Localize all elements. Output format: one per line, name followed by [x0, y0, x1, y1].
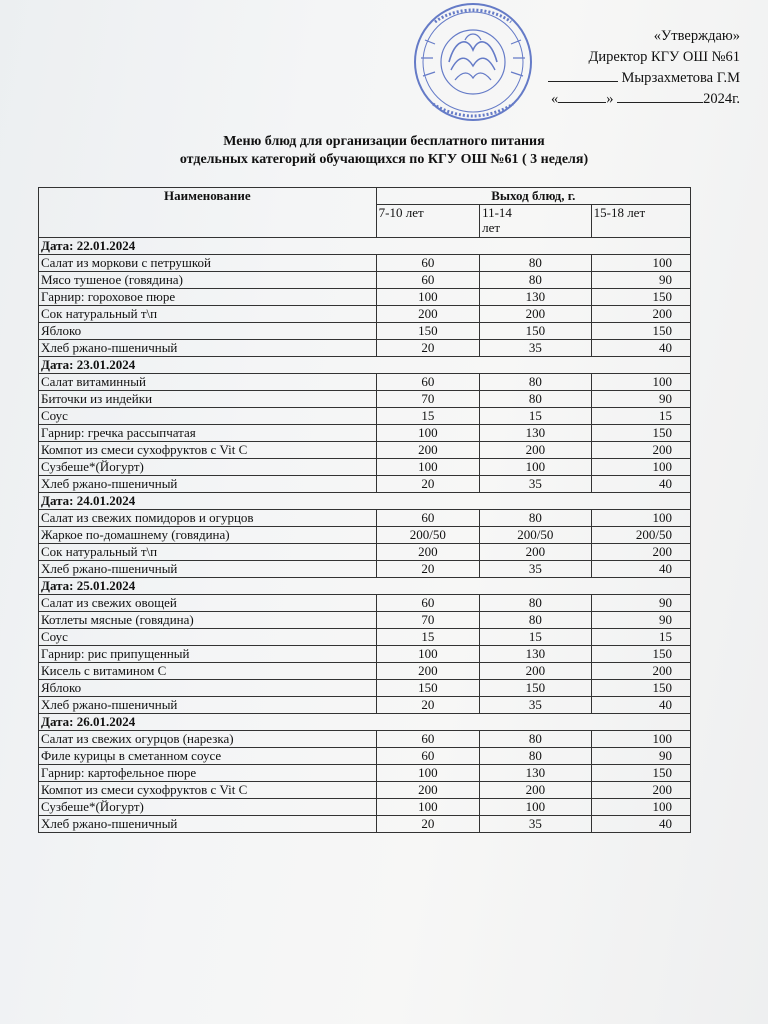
official-stamp	[405, 0, 555, 130]
column-header-output: Выход блюд, г.	[376, 188, 690, 205]
column-header-name: Наименование	[39, 188, 377, 238]
table-row	[39, 731, 691, 748]
portion-11-14: 15	[480, 629, 592, 646]
table-row	[39, 765, 691, 782]
date-row	[39, 357, 691, 374]
portion-15-18: 200	[591, 544, 690, 561]
dish-name: Мясо тушеное (говядина)	[39, 272, 377, 289]
portion-11-14: 130	[480, 646, 592, 663]
dish-name: Котлеты мясные (говядина)	[39, 612, 377, 629]
month-blank	[617, 102, 703, 103]
portion-7-10: 100	[376, 425, 479, 442]
table-row	[39, 289, 691, 306]
portion-7-10: 70	[376, 612, 479, 629]
dish-name: Филе курицы в сметанном соусе	[39, 748, 377, 765]
approval-year: 2024г.	[703, 91, 740, 107]
portion-15-18: 90	[591, 272, 690, 289]
age-header-15-18: 15-18 лет	[591, 205, 690, 238]
portion-15-18: 40	[591, 561, 690, 578]
age-header-7-10: 7-10 лет	[376, 205, 479, 238]
portion-15-18: 100	[591, 374, 690, 391]
dish-name: Хлеб ржано-пшеничный	[39, 816, 377, 833]
portion-7-10: 200	[376, 663, 479, 680]
table-row	[39, 527, 691, 544]
table-row	[39, 510, 691, 527]
portion-15-18: 150	[591, 680, 690, 697]
portion-15-18: 150	[591, 323, 690, 340]
portion-11-14: 100	[480, 799, 592, 816]
dish-name: Сок натуральный т\п	[39, 306, 377, 323]
portion-15-18: 15	[591, 629, 690, 646]
approval-director-signature-line	[548, 68, 740, 89]
portion-7-10: 15	[376, 629, 479, 646]
table-row	[39, 629, 691, 646]
portion-15-18: 150	[591, 289, 690, 306]
portion-15-18: 150	[591, 765, 690, 782]
title-line-1: Меню блюд для организации бесплатного питания	[223, 134, 545, 149]
portion-7-10: 100	[376, 799, 479, 816]
portion-15-18: 90	[591, 748, 690, 765]
portion-15-18: 40	[591, 340, 690, 357]
portion-7-10: 150	[376, 680, 479, 697]
approval-director-title: Директор КГУ ОШ №61	[588, 49, 740, 65]
portion-11-14: 15	[480, 408, 592, 425]
portion-7-10: 200	[376, 442, 479, 459]
table-row	[39, 748, 691, 765]
menu-table-body	[39, 238, 691, 833]
table-row	[39, 816, 691, 833]
table-row	[39, 442, 691, 459]
document-title	[0, 133, 768, 169]
portion-7-10: 100	[376, 459, 479, 476]
dish-name: Сузбеше*(Йогурт)	[39, 459, 377, 476]
table-row	[39, 272, 691, 289]
date-label: Дата: 24.01.2024	[39, 493, 691, 510]
portion-15-18: 100	[591, 459, 690, 476]
portion-7-10: 60	[376, 272, 479, 289]
date-label: Дата: 23.01.2024	[39, 357, 691, 374]
portion-11-14: 150	[480, 680, 592, 697]
table-row	[39, 374, 691, 391]
dish-name: Компот из смеси сухофруктов с Vit C	[39, 782, 377, 799]
portion-11-14: 80	[480, 731, 592, 748]
dish-name: Жаркое по-домашнему (говядина)	[39, 527, 377, 544]
table-row	[39, 425, 691, 442]
date-quote-open: «	[550, 91, 559, 107]
dish-name: Гарнир: картофельное пюре	[39, 765, 377, 782]
portion-15-18: 200	[591, 442, 690, 459]
portion-15-18: 40	[591, 697, 690, 714]
portion-15-18: 100	[591, 510, 690, 527]
portion-11-14: 200	[480, 544, 592, 561]
portion-11-14: 80	[480, 595, 592, 612]
dish-name: Яблоко	[39, 680, 377, 697]
portion-7-10: 60	[376, 374, 479, 391]
dish-name: Компот из смеси сухофруктов с Vit C	[39, 442, 377, 459]
portion-11-14: 130	[480, 765, 592, 782]
dish-name: Гарнир: рис припущенный	[39, 646, 377, 663]
portion-7-10: 60	[376, 595, 479, 612]
portion-15-18: 40	[591, 476, 690, 493]
portion-11-14: 100	[480, 459, 592, 476]
dish-name: Соус	[39, 629, 377, 646]
dish-name: Гарнир: гороховое пюре	[39, 289, 377, 306]
portion-11-14: 80	[480, 255, 592, 272]
portion-15-18: 90	[591, 595, 690, 612]
portion-7-10: 100	[376, 765, 479, 782]
age-header-11-14: 11-14 лет	[480, 205, 592, 238]
portion-7-10: 100	[376, 289, 479, 306]
portion-11-14: 200	[480, 306, 592, 323]
title-line-2: отдельных категорий обучающихся по КГУ ОШ №61 ( 3 неделя)	[179, 152, 589, 167]
portion-7-10: 20	[376, 561, 479, 578]
portion-15-18: 90	[591, 391, 690, 408]
table-row	[39, 646, 691, 663]
dish-name: Биточки из индейки	[39, 391, 377, 408]
portion-11-14: 35	[480, 816, 592, 833]
signature-blank	[548, 81, 618, 82]
approval-label: «Утверждаю»	[653, 28, 740, 44]
dish-name: Салат из моркови с петрушкой	[39, 255, 377, 272]
date-quote-close: »	[606, 91, 614, 107]
table-row	[39, 663, 691, 680]
table-row	[39, 561, 691, 578]
portion-7-10: 100	[376, 646, 479, 663]
date-row	[39, 578, 691, 595]
portion-7-10: 20	[376, 816, 479, 833]
date-row	[39, 238, 691, 255]
portion-7-10: 20	[376, 697, 479, 714]
portion-15-18: 100	[591, 255, 690, 272]
portion-11-14: 35	[480, 697, 592, 714]
dish-name: Салат из свежих овощей	[39, 595, 377, 612]
table-row	[39, 476, 691, 493]
table-header-row	[39, 188, 691, 205]
portion-7-10: 15	[376, 408, 479, 425]
portion-7-10: 200	[376, 544, 479, 561]
table-row	[39, 391, 691, 408]
table-row	[39, 340, 691, 357]
portion-7-10: 70	[376, 391, 479, 408]
dish-name: Хлеб ржано-пшеничный	[39, 561, 377, 578]
portion-11-14: 80	[480, 748, 592, 765]
table-row	[39, 697, 691, 714]
portion-15-18: 150	[591, 425, 690, 442]
table-row	[39, 323, 691, 340]
date-row	[39, 493, 691, 510]
portion-11-14: 80	[480, 510, 592, 527]
portion-7-10: 20	[376, 340, 479, 357]
portion-11-14: 200	[480, 442, 592, 459]
portion-7-10: 60	[376, 731, 479, 748]
portion-11-14: 80	[480, 612, 592, 629]
table-row	[39, 595, 691, 612]
approval-director-name: Мырзахметова Г.М	[621, 70, 740, 86]
portion-15-18: 100	[591, 799, 690, 816]
dish-name: Сок натуральный т\п	[39, 544, 377, 561]
portion-15-18: 200/50	[591, 527, 690, 544]
date-label: Дата: 22.01.2024	[39, 238, 691, 255]
date-label: Дата: 25.01.2024	[39, 578, 691, 595]
dish-name: Кисель с витамином С	[39, 663, 377, 680]
date-row	[39, 714, 691, 731]
date-label: Дата: 26.01.2024	[39, 714, 691, 731]
table-row	[39, 799, 691, 816]
dish-name: Хлеб ржано-пшеничный	[39, 340, 377, 357]
portion-15-18: 40	[591, 816, 690, 833]
portion-7-10: 200	[376, 306, 479, 323]
dish-name: Хлеб ржано-пшеничный	[39, 697, 377, 714]
portion-11-14: 35	[480, 340, 592, 357]
portion-11-14: 80	[480, 391, 592, 408]
dish-name: Хлеб ржано-пшеничный	[39, 476, 377, 493]
portion-7-10: 20	[376, 476, 479, 493]
dish-name: Салат из свежих огурцов (нарезка)	[39, 731, 377, 748]
table-row	[39, 459, 691, 476]
table-row	[39, 680, 691, 697]
portion-7-10: 60	[376, 748, 479, 765]
table-row	[39, 612, 691, 629]
portion-15-18: 200	[591, 306, 690, 323]
dish-name: Салат из свежих помидоров и огурцов	[39, 510, 377, 527]
table-row	[39, 544, 691, 561]
day-blank	[558, 102, 606, 103]
table-row	[39, 306, 691, 323]
table-row	[39, 255, 691, 272]
approval-block	[548, 26, 740, 110]
portion-15-18: 15	[591, 408, 690, 425]
portion-7-10: 60	[376, 255, 479, 272]
dish-name: Гарнир: гречка рассыпчатая	[39, 425, 377, 442]
portion-11-14: 35	[480, 561, 592, 578]
portion-11-14: 80	[480, 272, 592, 289]
portion-7-10: 200	[376, 782, 479, 799]
portion-7-10: 60	[376, 510, 479, 527]
dish-name: Соус	[39, 408, 377, 425]
portion-15-18: 200	[591, 663, 690, 680]
portion-11-14: 80	[480, 374, 592, 391]
dish-name: Салат витаминный	[39, 374, 377, 391]
portion-11-14: 200	[480, 663, 592, 680]
table-row	[39, 408, 691, 425]
portion-11-14: 150	[480, 323, 592, 340]
table-row	[39, 782, 691, 799]
portion-11-14: 200	[480, 782, 592, 799]
dish-name: Яблоко	[39, 323, 377, 340]
portion-15-18: 90	[591, 612, 690, 629]
portion-15-18: 100	[591, 731, 690, 748]
portion-7-10: 150	[376, 323, 479, 340]
dish-name: Сузбеше*(Йогурт)	[39, 799, 377, 816]
portion-11-14: 130	[480, 425, 592, 442]
portion-11-14: 200/50	[480, 527, 592, 544]
portion-7-10: 200/50	[376, 527, 479, 544]
portion-11-14: 130	[480, 289, 592, 306]
portion-15-18: 150	[591, 646, 690, 663]
menu-table	[38, 187, 691, 833]
approval-date-line	[548, 89, 740, 110]
portion-15-18: 200	[591, 782, 690, 799]
portion-11-14: 35	[480, 476, 592, 493]
